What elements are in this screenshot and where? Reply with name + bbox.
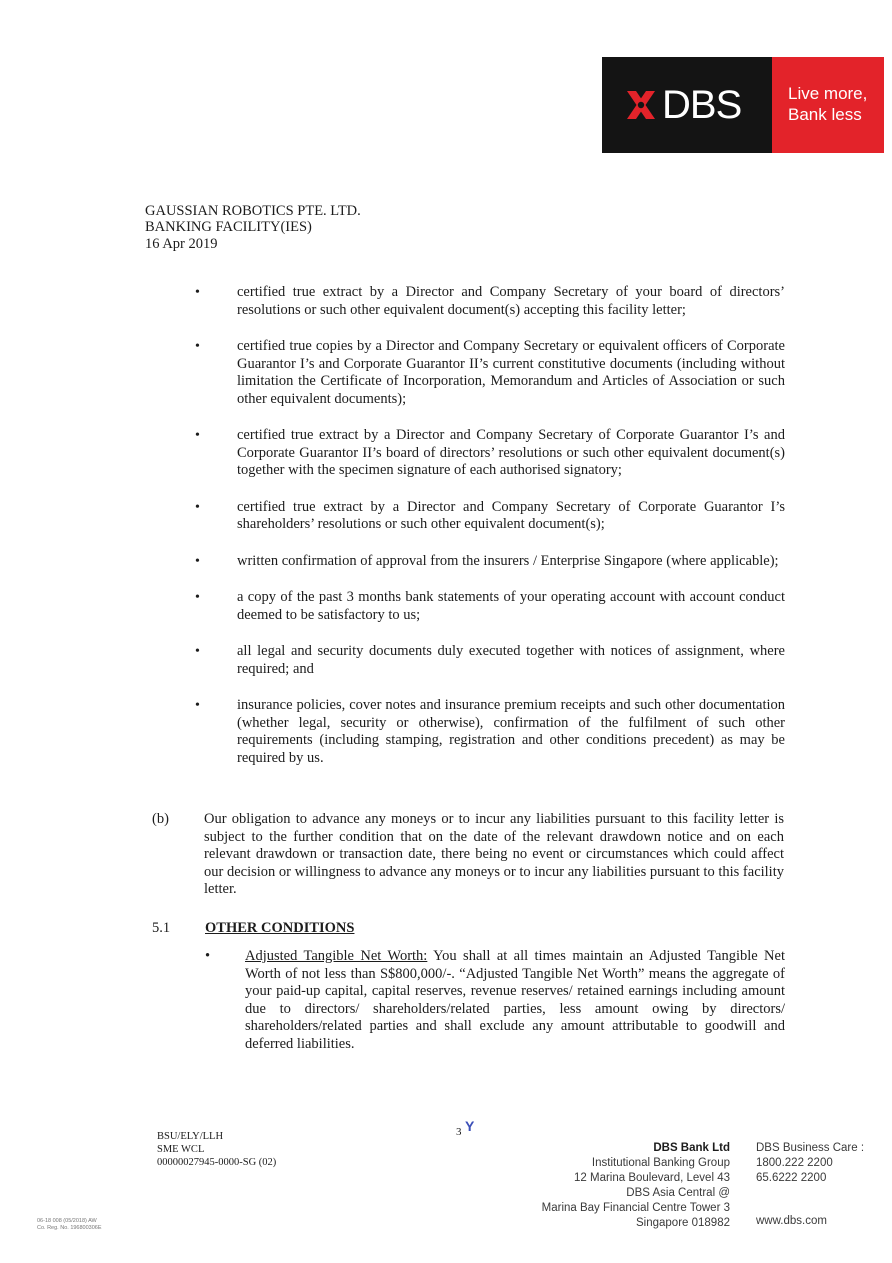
list-item bbox=[195, 589, 785, 624]
condition-text bbox=[245, 948, 785, 1053]
care-phone-2: 65.6222 2200 bbox=[756, 1172, 827, 1184]
address-line: Singapore 018982 bbox=[636, 1217, 730, 1229]
bullet-text: insurance policies, cover notes and insurance premium receipts and such other documentation (whether legal, security or otherwise), confirmation of the fulfilment of such other requirements (including stamping, registration and other conditions precedent) as may be required by us. bbox=[237, 697, 785, 766]
form-code-line: Co. Reg. No. 196800306E bbox=[37, 1224, 102, 1231]
list-item bbox=[195, 284, 785, 319]
care-phone-1: 1800.222 2200 bbox=[756, 1157, 833, 1169]
tagline-line-1: Live more, bbox=[788, 84, 868, 103]
letter-subject: BANKING FACILITY(IES) bbox=[145, 219, 312, 235]
paragraph-b-text: Our obligation to advance any moneys or to incur any liabilities pursuant to this facility letter is subject to the further condition that on the date of the relevant drawdown notice and on each relevant drawdown or transaction date, there being no event or circumstances which could affect our decision or willingness to advance any moneys or to incur any liabilities pursuant to this facility letter. bbox=[204, 811, 784, 897]
list-item bbox=[195, 427, 785, 480]
section-number: 5.1 bbox=[152, 920, 171, 936]
form-code-line: 06-18 008 (05/2018) AW bbox=[37, 1218, 97, 1224]
bullet-text: certified true copies by a Director and Company Secretary or equivalent officers of Corporate Guarantor I’s and Corporate Guarantor II’s current constitutive documents (including without limitation the Certificate of Incorporation, Memorandum and Articles of Association or such other equivalent documents); bbox=[237, 338, 785, 407]
address-line: Marina Bay Financial Centre Tower 3 bbox=[541, 1202, 730, 1214]
logo-tagline bbox=[788, 83, 867, 125]
handwritten-mark: Y bbox=[465, 1118, 475, 1134]
address-line: 12 Marina Boulevard, Level 43 bbox=[574, 1172, 730, 1184]
bullet-icon: • bbox=[205, 948, 211, 964]
bullet-text: all legal and security documents duly executed together with notices of assignment, where required; and bbox=[237, 643, 785, 677]
footer-ref-initials: BSU/ELY/LLH bbox=[157, 1131, 224, 1142]
bullet-icon: • bbox=[195, 428, 200, 443]
company-name: GAUSSIAN ROBOTICS PTE. LTD. bbox=[145, 203, 361, 219]
letter-date: 16 Apr 2019 bbox=[145, 236, 218, 252]
bullet-text: a copy of the past 3 months bank statements of your operating account with account conduct deemed to be satisfactory to us; bbox=[237, 589, 785, 623]
bullet-icon: • bbox=[195, 698, 200, 713]
bullet-text: certified true extract by a Director and Company Secretary of Corporate Guarantor I’s shareholders’ resolutions or such other equivalent document(s); bbox=[237, 498, 785, 532]
footer-ref-type: SME WCL bbox=[157, 1144, 205, 1155]
bullet-icon: • bbox=[195, 590, 200, 605]
tagline-line-2: Bank less bbox=[788, 105, 862, 124]
address-line: Institutional Banking Group bbox=[591, 1157, 730, 1169]
list-item bbox=[195, 338, 785, 408]
paragraph-b-label: (b) bbox=[152, 811, 169, 827]
address-line: DBS Asia Central @ bbox=[626, 1187, 730, 1199]
business-care bbox=[756, 1141, 864, 1186]
dbs-wordmark: DBS bbox=[662, 83, 742, 127]
page-number: 3 bbox=[456, 1126, 462, 1138]
list-item bbox=[195, 697, 785, 767]
footer-ref-number: 00000027945-0000-SG (02) bbox=[157, 1157, 277, 1168]
bullet-text: certified true extract by a Director and Company Secretary of your board of directors’ resolutions or such other equivalent document(s) accepting this facility letter; bbox=[237, 284, 785, 318]
bullet-icon: • bbox=[195, 644, 200, 659]
list-item bbox=[195, 499, 785, 534]
dbs-logo bbox=[602, 57, 884, 153]
footer-references bbox=[157, 1130, 276, 1169]
condition-term: Adjusted Tangible Net Worth: bbox=[245, 948, 428, 964]
dbs-x-icon bbox=[624, 88, 658, 122]
website-link[interactable]: www.dbs.com bbox=[756, 1215, 827, 1227]
bullet-text: written confirmation of approval from the insurers / Enterprise Singapore (where applicable); bbox=[237, 552, 779, 569]
bullet-icon: • bbox=[195, 285, 200, 300]
bullet-icon: • bbox=[195, 339, 200, 354]
conditions-bullet-list bbox=[195, 284, 785, 786]
bullet-text: certified true extract by a Director and Company Secretary of Corporate Guarantor I’s and Corporate Guarantor II’s board of directors’ resolutions or such other equivalent document(s) together with the specimen signature of each authorised signatory; bbox=[237, 427, 785, 478]
bank-name: DBS Bank Ltd bbox=[653, 1142, 730, 1154]
bank-address bbox=[542, 1141, 730, 1231]
form-code bbox=[37, 1218, 102, 1231]
paragraph-b bbox=[152, 811, 784, 899]
care-label: DBS Business Care : bbox=[756, 1142, 865, 1154]
section-5-1-condition bbox=[205, 948, 785, 1053]
list-item bbox=[195, 643, 785, 678]
bullet-icon: • bbox=[195, 553, 200, 569]
condition-body: You shall at all times maintain an Adjusted Tangible Net Worth of not less than S$800,000/-. “Adjusted Tangible Net Worth” means the aggregate of your paid-up capital, capital reserves, revenue reserves/ retained earnings including amount due to directors/ shareholders/related parties, less amount owing by directors/ shareholders/related parties and shall exclude any amount attributable to goodwill and deferred liabilities. bbox=[245, 948, 785, 1052]
list-item bbox=[195, 553, 785, 571]
logo-dark-panel bbox=[602, 57, 772, 153]
bullet-icon: • bbox=[195, 499, 200, 515]
section-title: OTHER CONDITIONS bbox=[205, 920, 355, 936]
